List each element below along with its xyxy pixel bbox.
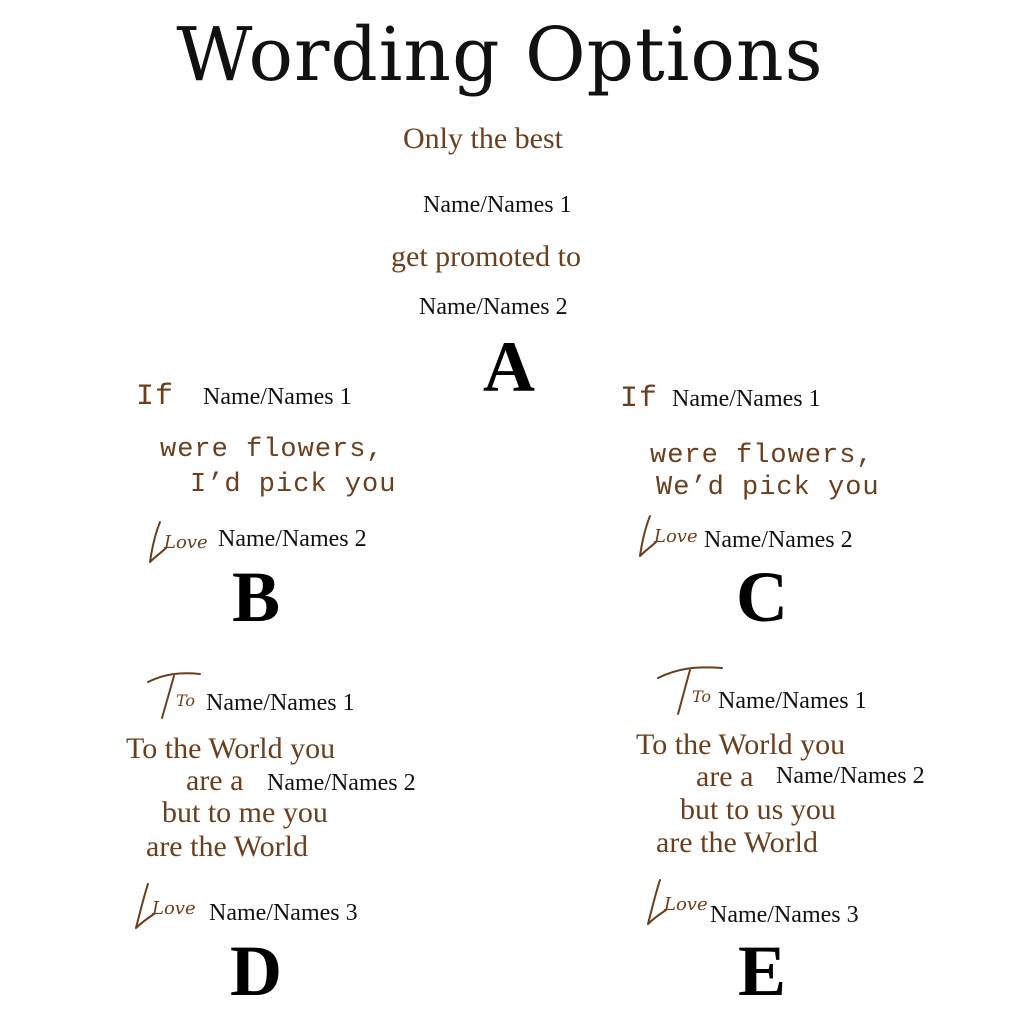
option-b-love-script <box>146 518 210 566</box>
option-d-love-script <box>132 880 200 932</box>
option-d-love-word: Love <box>152 898 196 919</box>
option-e-to-word: To <box>692 687 712 706</box>
option-d-line4: are the World <box>146 830 308 863</box>
option-b-name1: Name/Names 1 <box>203 384 352 410</box>
option-e-love-script <box>644 876 712 928</box>
option-b-if-word: If <box>136 380 175 414</box>
option-a-name2: Name/Names 2 <box>419 294 568 320</box>
love-script-icon <box>146 518 210 566</box>
option-e-line4: are the World <box>656 826 818 859</box>
option-b-name2: Name/Names 2 <box>218 526 367 552</box>
option-c-name2: Name/Names 2 <box>704 527 853 553</box>
option-e-label: E <box>738 931 787 1011</box>
option-e-line3: but to us you <box>680 793 836 826</box>
option-c-line1: were flowers, <box>650 441 874 471</box>
option-e-name2: Name/Names 2 <box>776 763 925 789</box>
option-b-line2: I’d pick you <box>190 470 397 500</box>
option-b-line1: were flowers, <box>160 435 384 465</box>
option-b-love-word: Love <box>164 532 208 553</box>
to-script-icon <box>144 668 206 722</box>
option-a-name1: Name/Names 1 <box>423 192 572 218</box>
option-e-to-script <box>654 662 728 718</box>
option-e-line1: To the World you <box>636 728 846 761</box>
option-c-love-script <box>636 512 700 560</box>
love-script-icon <box>636 512 700 560</box>
option-b-label: B <box>232 557 281 637</box>
to-script-icon <box>654 662 728 718</box>
option-e-line2: are a <box>696 760 754 793</box>
option-c-label: C <box>736 557 788 637</box>
option-d-line2: are a <box>186 764 244 797</box>
option-e-love-word: Love <box>664 894 708 915</box>
option-d-to-script <box>144 668 206 722</box>
option-d-line3: but to me you <box>162 796 328 829</box>
love-script-icon <box>132 880 200 932</box>
option-d-name3: Name/Names 3 <box>209 900 358 926</box>
option-d-line1: To the World you <box>126 732 336 765</box>
option-c-love-word: Love <box>654 526 698 547</box>
option-c-line2: We’d pick you <box>656 473 880 503</box>
option-e-name1: Name/Names 1 <box>718 688 867 714</box>
option-a-line1: Only the best <box>403 122 563 155</box>
option-d-to-word: To <box>176 691 196 710</box>
option-d-label: D <box>230 931 282 1011</box>
love-script-icon <box>644 876 712 928</box>
option-a-line2: get promoted to <box>391 240 581 273</box>
option-d-name1: Name/Names 1 <box>206 690 355 716</box>
option-c-if-word: If <box>620 382 659 416</box>
page-title: Wording Options <box>176 12 824 98</box>
option-d-name2: Name/Names 2 <box>267 770 416 796</box>
option-c-name1: Name/Names 1 <box>672 386 821 412</box>
option-e-name3: Name/Names 3 <box>710 902 859 928</box>
option-a-label: A <box>483 327 535 407</box>
